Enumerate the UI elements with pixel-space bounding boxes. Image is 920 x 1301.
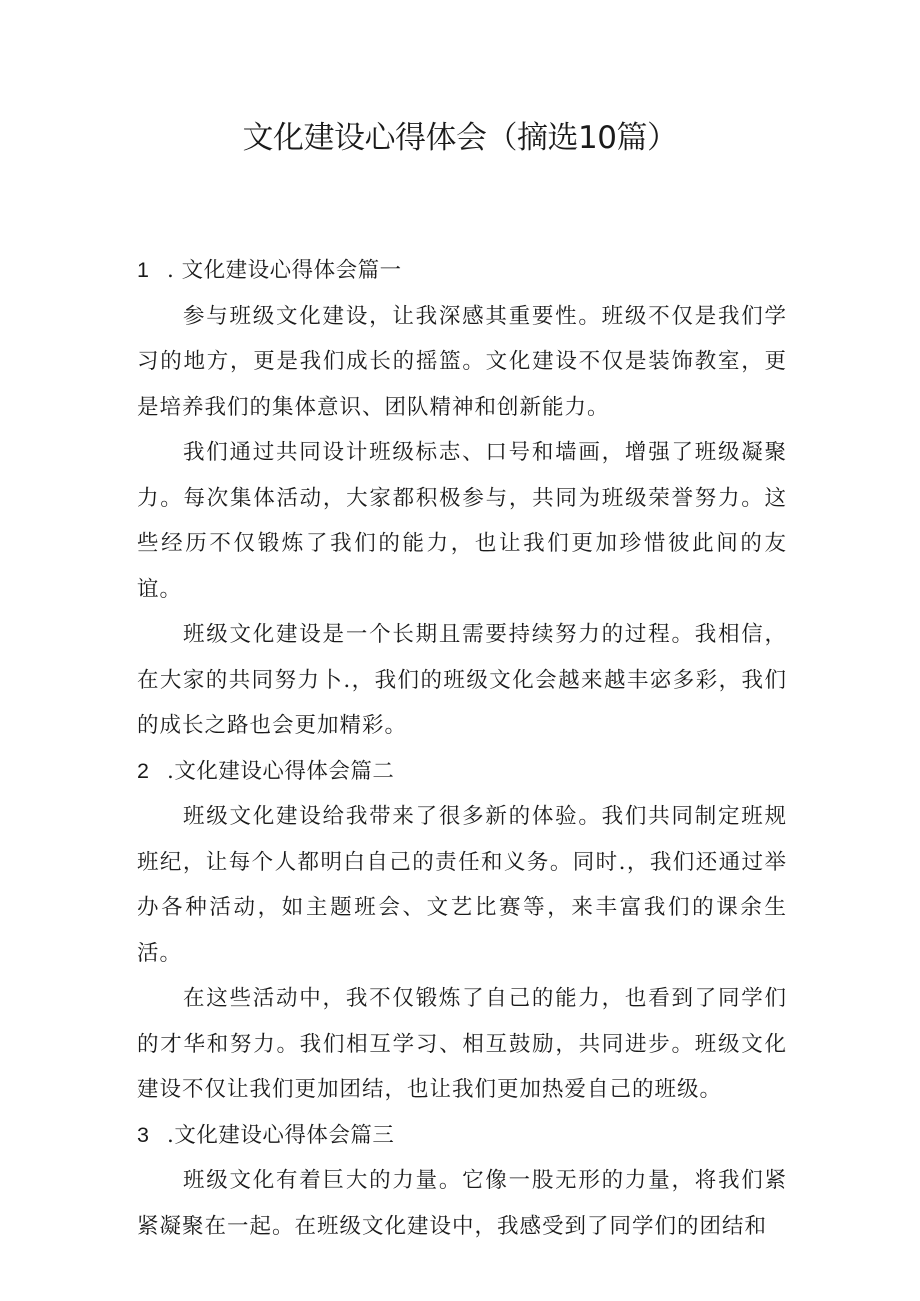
paragraph: 我们通过共同设计班级标志、口号和墙画，增强了班级凝聚力。每次集体活动，大家都积极参与，共同为班级荣誉努力。这些经历不仅锻炼了我们的能力，也让我们更加珍惜彼此间的友谊。 bbox=[137, 440, 787, 602]
document-title: 文化建设心得体会（摘选10篇） bbox=[242, 120, 678, 156]
section-number: 2 bbox=[137, 758, 150, 783]
paragraph: 班级文化建设给我带来了很多新的体验。我们共同制定班规班纪，让每个人都明白自己的责任和义务。同时.，我们还通过举办各种活动，如主题班会、文艺比赛等，来丰富我们的课余生活。 bbox=[137, 804, 787, 966]
section-heading bbox=[137, 1113, 787, 1159]
section-number: 3 bbox=[137, 1122, 150, 1147]
section-title: . 文化建设心得体会篇一 bbox=[167, 258, 402, 283]
paragraph: 班级文化有着巨大的力量。它像一股无形的力量，将我们紧紧凝聚在一起。在班级文化建设中，我感受到了同学们的团结和 bbox=[137, 1168, 787, 1239]
section-number: 1 bbox=[137, 258, 150, 282]
paragraph: 班级文化建设是一个长期且需要持续努力的过程。我相信，在大家的共同努力卜.，我们的班级文化会越来越丰宓多彩，我们的成长之路也会更加精彩。 bbox=[137, 622, 787, 738]
section-heading bbox=[137, 749, 787, 795]
paragraph: 参与班级文化建设，让我深感其重要性。班级不仅是我们学习的地方，更是我们成长的摇篮。文化建设不仅是装饰教室，更是培养我们的集体意识、团队精神和创新能力。 bbox=[137, 303, 787, 420]
section-heading bbox=[137, 248, 787, 294]
section-title: .文化建设心得体会篇二 bbox=[167, 758, 395, 784]
section-3 bbox=[137, 1113, 787, 1250]
section-1 bbox=[137, 248, 787, 749]
paragraph: 在这些活动中，我不仅锻炼了自己的能力，也看到了同学们的才华和努力。我们相互学习、相互鼓励，共同进步。班级文化建设不仅让我们更加团结，也让我们更加热爱自己的班级。 bbox=[137, 986, 787, 1102]
section-2 bbox=[137, 749, 787, 1113]
document-body bbox=[137, 248, 787, 1249]
section-title: .文化建设心得体会篇三 bbox=[167, 1122, 395, 1148]
